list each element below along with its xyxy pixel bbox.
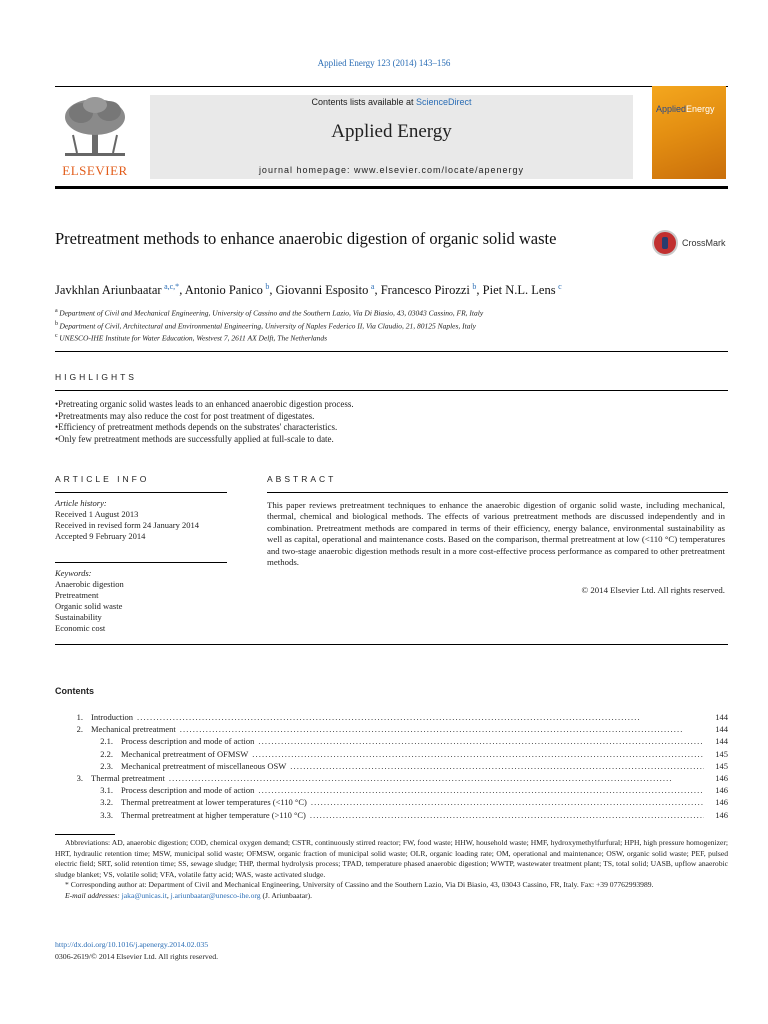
crossmark-badge[interactable] [652,230,732,260]
cover-title: AppliedEnergy [656,104,715,114]
affiliation: $^c$ UNESCO-IHE Institute for Water Education, Westvest 7, 2611 AX Delft, The Netherlands [55,333,328,343]
table-of-contents [55,711,728,821]
affiliations [55,306,728,344]
corresponding-author-footnote: * Corresponding author at: Department of Civil and Mechanical Engineering, University of Cassino and the Southern Lazio, Via Di Biasio, 43, 03043 Cassino, FR, Italy. Fax: +39 07762993989. [65,880,654,890]
author: Javkhlan Ariunbaatar $^{a,c,*}$ [55,282,180,298]
footnote-rule [55,834,115,835]
abbreviations-footnote: Abbreviations: AD, anaerobic digestion; COD, chemical oxygen demand; CSTR, continuously stirred reactor; FW, food waste; HHW, household waste; HMF, hydroxymethylfurfural; HPH, high pressure homogenizer; HRT, hydraulic retention time; MSW, municipal solid waste; OFMSW, organic fraction of municipal solid waste; OLR, organic loading rate; OM, operational and maintenance; OSW, organic solid waste; PEF, pulsed electric field; SRT, solid retention time; SS, sewage sludge; THP, thermal hydrolysis process; TPAD, temperature phased anaerobic digestion; WWTP, wastewater treatment plant; TS, total solid; UASB, upflow anaerobic sludge blanket; VS, volatile solid; VFA, volatile fatty acid; WAS, waste activated sludge. [55,838,728,879]
crossmark-label: CrossMark [682,238,726,248]
history-entry: Received in revised form 24 January 2014 [55,520,199,530]
tree-logo-icon [55,95,135,161]
divider [55,351,728,352]
contents-heading: Contents [55,686,94,696]
top-rule [55,86,728,87]
toc-entry[interactable]: 1. Introduction . . . 144 [55,711,728,723]
journal-cover [652,86,726,179]
toc-entry[interactable]: 3.2. Thermal pretreatment at lower temperatures (<110 °C) . . . 146 [55,796,728,808]
abstract-text: This paper reviews pretreatment techniques to enhance the anaerobic digestion of organic solid waste, including mechanical, thermal, chemical and biological methods. The effects of various pretreatment methods are discussed independently and in combination. Pretreatment methods are compared in terms of their efficiency, energy balance, environmental sustainability as well as capital, operational and maintenance costs. Based on the comparison, thermal pretreatment at low (<110 °C) temperatures and two-stage anaerobic digestion methods result in a more cost-effective process performance as compared to other pretreatment methods. [267,500,725,568]
highlight-item: • Pretreatments may also reduce the cost for post treatment of digestates. [55,411,728,423]
keywords [55,568,235,634]
keyword: Anaerobic digestion [55,579,124,589]
history-entry: Received 1 August 2013 [55,509,139,519]
keywords-label: Keywords: [55,568,92,578]
keyword: Economic cost [55,623,106,633]
footnotes [55,838,728,902]
highlights-list [55,399,728,445]
affiliation: $^a$ Department of Civil and Mechanical Engineering, University of Cassino and the Southern Lazio, Via Di Biasio, 43, 03043 Cassino, FR, Italy [55,308,484,318]
highlight-item: • Efficiency of pretreatment methods depends on the substrates' characteristics. [55,422,728,434]
author-affil-link[interactable]: a [370,282,375,291]
affiliation: $^b$ Department of Civil, Architectural and Environmental Engineering, University of Naples Federico II, Via Claudio, 21, 80125 Naples, Italy [55,320,476,330]
toc-entry[interactable]: 2.2. Mechanical pretreatment of OFMSW . . . 145 [55,748,728,760]
email-link[interactable]: j.ariunbaatar@unesco-ihe.org [170,890,261,900]
journal-title: Applied Energy [331,121,452,142]
divider [55,492,227,493]
toc-entry[interactable]: 2.3. Mechanical pretreatment of miscellaneous OSW . . . 145 [55,760,728,772]
author: Giovanni Esposito $^a$ [275,282,375,298]
toc-entry[interactable]: 3. Thermal pretreatment . . . 146 [55,772,728,784]
abstract-copyright: © 2014 Elsevier Ltd. All rights reserved. [581,585,725,595]
history-entry: Accepted 9 February 2014 [55,531,146,541]
keyword: Organic solid waste [55,601,123,611]
article-info-heading: ARTICLE INFO [55,474,150,484]
highlight-item: • Only few pretreatment methods are successfully applied at full-scale to date. [55,434,728,446]
author-affil-link[interactable]: b [265,282,270,291]
toc-entry[interactable]: 3.1. Process description and mode of action . . . 146 [55,784,728,796]
email-link[interactable]: jaka@unicas.it [121,890,167,900]
journal-homepage[interactable]: journal homepage: www.elsevier.com/locate/apenergy [258,165,525,175]
highlight-item: • Pretreating organic solid wastes leads to an enhanced anaerobic digestion process. [55,399,728,411]
abstract-heading: ABSTRACT [267,474,337,484]
article-title: Pretreatment methods to enhance anaerobic digestion of organic solid waste [55,229,557,248]
keyword: Sustainability [55,612,102,622]
article-history [55,498,235,542]
divider [55,390,728,391]
doi-link[interactable]: http://dx.doi.org/10.1016/j.apenergy.2014.02.035 [55,940,209,949]
journal-reference[interactable]: Applied Energy 123 (2014) 143–156 [317,58,451,68]
elsevier-logo [55,95,135,179]
crossmark-icon [652,230,678,256]
toc-entry[interactable]: 2.1. Process description and mode of action . . . 144 [55,735,728,747]
author-list: Javkhlan Ariunbaatar $^{a,c,*}$, Antonio Panico $^b$, Giovanni Esposito $^a$, Francesco Pirozzi $^b$, Piet N.L. Lens $^c$ [55,282,562,298]
toc-entry[interactable]: 2. Mechanical pretreatment . . . 144 [55,723,728,735]
history-label: Article history: [55,498,107,508]
author-affil-link[interactable]: b [472,282,477,291]
header-rule [55,186,728,189]
keyword: Pretreatment [55,590,99,600]
journal-header [150,95,633,179]
author: Antonio Panico $^b$ [184,282,270,298]
sciencedirect-link[interactable]: ScienceDirect [416,97,472,107]
contents-available: Contents lists available at ScienceDirect [311,97,472,107]
issn-copyright: 0306-2619/© 2014 Elsevier Ltd. All rights reserved. [55,952,219,961]
toc-entry[interactable]: 3.3. Thermal pretreatment at higher temperature (>110 °C) . . . 146 [55,809,728,821]
divider [267,492,728,493]
author: Piet N.L. Lens $^c$ [482,282,562,298]
divider [55,644,728,645]
author: Francesco Pirozzi $^b$ [380,282,477,298]
elsevier-wordmark: ELSEVIER [62,163,128,178]
author-affil-link[interactable]: c [558,282,562,291]
divider [55,562,227,563]
email-footnote: E-mail addresses: jaka@unicas.it, j.ariunbaatar@unesco-ihe.org (J. Ariunbaatar). [65,890,313,900]
highlights-heading: HIGHLIGHTS [55,372,137,382]
author-affil-link[interactable]: a,c,* [164,282,180,291]
